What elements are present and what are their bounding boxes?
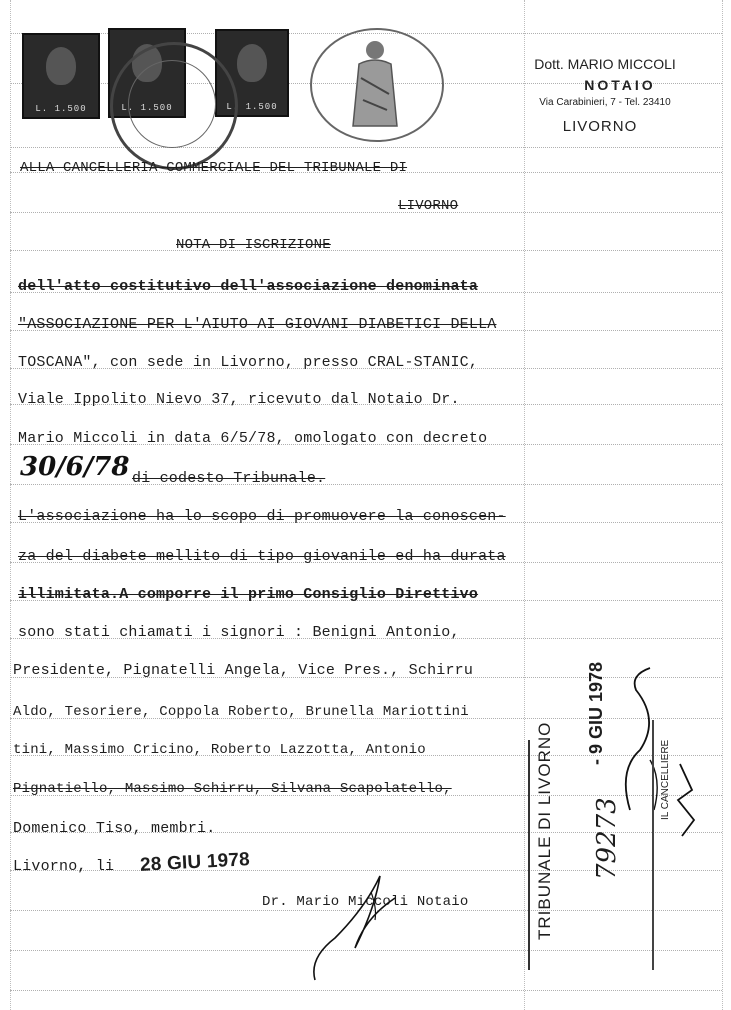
body-line: dell'atto costitutivo dell'associazione denominata [18, 278, 479, 295]
tribunal-signature-icon [610, 660, 670, 820]
body-line: TOSCANA", con sede in Livorno, presso CRAL-STANIC, [18, 354, 479, 371]
letterhead-city: LIVORNO [562, 118, 638, 135]
body-line: "ASSOCIAZIONE PER L'AIUTO AI GIOVANI DIABETICI DELLA [18, 316, 497, 333]
notary-seal [310, 28, 444, 142]
letterhead-title: NOTAIO [584, 77, 656, 93]
body-line: di codesto Tribunale. [132, 470, 326, 487]
body-line: za del diabete mellito di tipo giovanile ed ha durata [18, 548, 506, 565]
tribunal-stamp-number: 79273 [592, 797, 622, 880]
body-line: Mario Miccoli in data 6/5/78, omologato con decreto [18, 430, 488, 447]
revenue-stamp-1: L. 1.500 [22, 33, 100, 119]
stamp-box-edge [652, 720, 654, 970]
body-line: Pignatiello, Massimo Schirru, Silvana Scapolatello, [13, 781, 452, 797]
cancelliere-signature-icon [672, 760, 702, 840]
closing-place: Livorno, li [13, 858, 115, 875]
tribunal-stamp-cancelliere: IL CANCELLIERE [660, 739, 671, 820]
body-line: L'associazione ha lo scopo di promuovere la conoscen- [18, 508, 506, 525]
body-line: Domenico Tiso, membri. [13, 820, 216, 837]
tribunal-stamp-title: TRIBUNALE DI LIVORNO [535, 721, 554, 940]
body-line: Viale Ippolito Nievo 37, ricevuto dal Notaio Dr. [18, 391, 460, 408]
addressee-line-2: LIVORNO [398, 198, 459, 214]
body-line: Presidente, Pignatelli Angela, Vice Pres., Schirru [13, 662, 474, 679]
letterhead-name: Dott. MARIO MICCOLI [534, 56, 676, 72]
body-line: sono stati chiamati i signori : Benigni Antonio, [18, 624, 460, 641]
tribunal-stamp-date: - 9 GIU 1978 [586, 661, 606, 765]
handwritten-date: 30/6/78 [20, 452, 130, 482]
stamp-box-edge [528, 740, 530, 970]
revenue-stamp-2: L. 1.500 [108, 28, 186, 118]
body-line: illimitata.A comporre il primo Consiglio Direttivo [18, 586, 479, 603]
signature-line: Dr. Mario Miccoli Notaio [262, 894, 469, 910]
closing-date-stamp: 28 GIU 1978 [139, 849, 251, 876]
body-line: tini, Massimo Cricino, Roberto Lazzotta, Antonio [13, 742, 426, 758]
body-line: Aldo, Tesoriere, Coppola Roberto, Brunella Mariottini [13, 704, 469, 720]
letterhead-address: Via Carabinieri, 7 - Tel. 23410 [539, 97, 671, 108]
document-heading: NOTA DI ISCRIZIONE [176, 237, 331, 253]
handwritten-signature-icon [305, 868, 435, 988]
round-seal-inner [128, 60, 216, 148]
figure-emblem-icon [345, 38, 405, 130]
revenue-stamp-3: L. 1.500 [215, 29, 289, 117]
addressee-line-1: ALLA CANCELLERIA COMMERCIALE DEL TRIBUNALE DI [20, 160, 408, 176]
